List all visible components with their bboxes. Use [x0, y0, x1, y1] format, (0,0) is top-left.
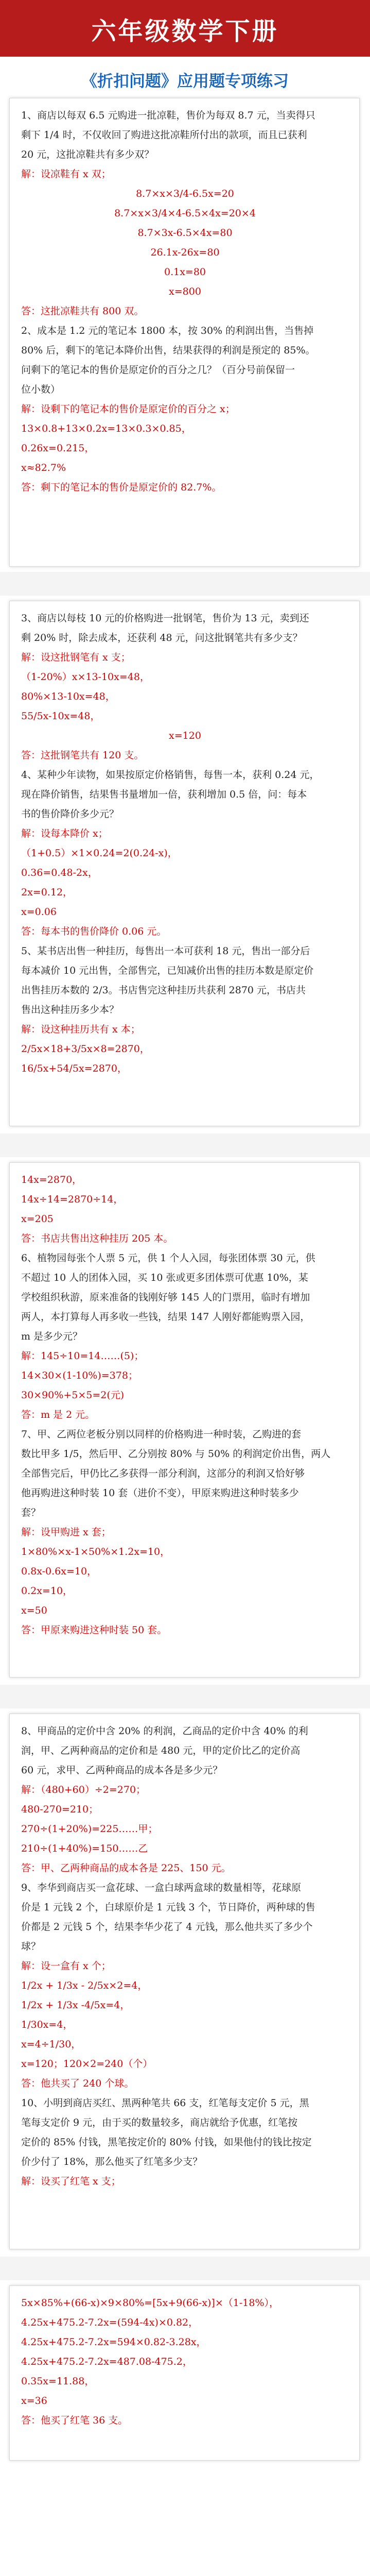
solution-line: 1/30x=4，	[21, 2019, 73, 2030]
solution-line: 解：设一盒有 x 个；	[21, 1960, 111, 1972]
solution-line: 解：设每本降价 x；	[21, 828, 108, 839]
solution-line: 解：设这批钢笔有 x 支；	[21, 652, 131, 663]
question-line: 60 元，求甲、乙两种商品的成本各是多少元？	[21, 1765, 223, 1776]
solution-line: （1+0.5）×1×0.24=2(0.24-x)，	[21, 848, 178, 859]
question-line: 剩 20% 时，除去成本，还获利 48 元，问这批钢笔共有多少支？	[21, 632, 303, 643]
title-banner	[0, 0, 370, 57]
question-line: 价都是 2 元钱 5 个，结果李华少花了 4 元钱，那么他共买了多少个	[21, 1921, 313, 1933]
solution-line: 答：剩下的笔记本的售价是原定价的 82.7%。	[21, 482, 222, 493]
question-line: 球？	[21, 1941, 41, 1952]
question-line: 1、商店以每双 6.5 元购进一批凉鞋，售价为每双 8.7 元，当卖得只	[21, 110, 315, 121]
question-line: 学校组织秋游，原来准备的钱刚好够 145 人的门票用，临时有增加	[21, 1292, 310, 1303]
question-line: 问剩下的笔记本的售价是原定价的百分之几？（百分号前保留一	[21, 364, 295, 376]
solution-line: 4.25x+475.2-7.2x=487.08-475.2，	[21, 2356, 192, 2367]
question-line: 每本减价 10 元出售，全部售完，已知减价出售的挂历本数是原定价	[21, 965, 314, 976]
solution-line: x=50	[21, 1605, 47, 1616]
equation-line: 26.1x-26x=80	[150, 247, 220, 258]
page-section-2	[9, 601, 360, 1126]
solution-line: 2x=0.12，	[21, 887, 73, 898]
question-line: m 是多少元？	[21, 1331, 83, 1342]
question-line: 4、某种少年读物，如果按原定价格销售，每售一本，获利 0.24 元，	[21, 769, 320, 781]
solution-line: 55/5x-10x=48，	[21, 710, 100, 722]
page-gap	[0, 2257, 370, 2280]
equation-line: x=800	[169, 286, 201, 297]
solution-line: 210÷(1+40%)=150……乙	[21, 1843, 148, 1854]
solution-line: 14x÷14=2870÷14，	[21, 1194, 124, 1205]
question-line: 数比甲多 1/5，然后甲、乙分别按 80% 与 50% 的利润定价出售，两人	[21, 1448, 331, 1460]
question-line: 书的售价降价多少元？	[21, 808, 119, 820]
page-section-5	[9, 2285, 360, 2461]
solution-line: （1-20%）x×13-10x=48，	[21, 671, 150, 683]
page-section-3	[9, 1162, 360, 1677]
solution-line: 0.8x-0.6x=10，	[21, 1566, 97, 1577]
solution-line: 2/5x×18+3/5x×8=2870，	[21, 1043, 150, 1055]
solution-line: 0.36=0.48-2x，	[21, 867, 98, 878]
solution-line: 30×90%+5×5=2(元)	[21, 1389, 125, 1401]
question-line: 润，甲、乙两种商品的定价和是 480 元，甲的定价比乙的定价高	[21, 1745, 301, 1756]
page-gap	[0, 572, 370, 596]
equation-line: x=120	[169, 730, 201, 741]
question-line: 8、甲商品的定价中含 20% 的利润，乙商品的定价中含 40% 的利	[21, 1725, 308, 1737]
equation-line: 8.7×x×3/4×4-6.5×4x=20×4	[114, 208, 256, 219]
solution-line: 答：m 是 2 元。	[21, 1409, 95, 1420]
solution-line: x=120；120×2=240（个）	[21, 2058, 153, 2070]
question-line: 定价的 85% 付钱，黑笔按定价的 80% 付钱，如果他付的钱比按定	[21, 2137, 312, 2148]
question-line: 出售挂历本数的 2/3。书店售完这种挂历共获利 2870 元，书店共	[21, 985, 306, 996]
question-line: 20 元，这批凉鞋共有多少双？	[21, 149, 154, 160]
question-line: 2、成本是 1.2 元的笔记本 1800 本，按 30% 的利润出售，当售掉	[21, 325, 314, 336]
question-line: 价少付了 18%，那么他买了红笔多少支？	[21, 2156, 203, 2167]
page-section-1	[9, 98, 360, 567]
solution-line: 13×0.8+13×0.2x=13×0.3×0.85，	[21, 423, 191, 434]
solution-line: 4.25x+475.2-7.2x=(594-4x)×0.82，	[21, 2317, 199, 2328]
question-line: 两人，本打算每人再多收一些钱，结果 147 人刚好都能购票入园，	[21, 1311, 310, 1323]
question-line: 他再购进这种时装 10 套（进价不变），甲原来购进这种时装多少	[21, 1487, 299, 1499]
solution-line: 480-270=210；	[21, 1804, 99, 1815]
solution-line: 解：设这种挂历共有 x 本；	[21, 1024, 140, 1035]
question-line: 不超过 10 人的团体入园，买 10 张或更多团体票可优惠 10%，某	[21, 1272, 308, 1283]
solution-line: 0.2x=10，	[21, 1585, 73, 1597]
solution-line: 解：设凉鞋有 x 双；	[21, 168, 111, 180]
page-gap	[0, 1685, 370, 1708]
question-line: 价是 1 元钱 2 个，白球原价是 1 元钱 3 个，节日降价，两种球的售	[21, 1902, 315, 1913]
question-line: 售出这种挂历多少本？	[21, 1004, 119, 1015]
solution-line: 答：这批凉鞋共有 800 双。	[21, 306, 144, 317]
solution-line: 1/2x + 1/3x - 2/5x×2=4，	[21, 1980, 148, 1991]
page-section-4	[9, 1714, 360, 2249]
solution-line: 1×80%×x-1×50%×1.2x=10，	[21, 1546, 170, 1557]
question-line: 全部售完后，甲仍比乙多获得一部分利润，这部分的利润又恰好够	[21, 1468, 305, 1479]
solution-line: 解：设剩下的笔记本的售价是原定价的百分之 x；	[21, 403, 235, 415]
question-line: 位小数）	[21, 384, 61, 395]
question-line: 5、某书店出售一种挂历，每售出一本可获利 18 元，售出一部分后	[21, 945, 310, 957]
solution-line: 4.25x+475.2-7.2x=594×0.82-3.28x，	[21, 2336, 206, 2348]
question-line: 套？	[21, 1507, 41, 1518]
question-line: 笔每支定价 9 元，由于买的数量较多，商店就给予优惠，红笔按	[21, 2117, 298, 2128]
solution-line: 0.26x=0.215，	[21, 443, 95, 454]
equation-line: 0.1x=80	[164, 266, 206, 278]
solution-line: 答：他共买了 240 个球。	[21, 2078, 134, 2089]
solution-line: x=0.06	[21, 906, 57, 918]
solution-line: 270÷(1+20%)=225……甲；	[21, 1823, 158, 1835]
solution-line: 解：（480+60）÷2=270；	[21, 1784, 146, 1795]
solution-line: x≈82.7%	[21, 462, 66, 473]
solution-line: x=36	[21, 2395, 47, 2406]
solution-line: 解：145÷10=14……(5)；	[21, 1350, 144, 1362]
solution-line: 14×30×(1-10%)=378；	[21, 1370, 138, 1381]
question-line: 10、小明到商店买红、黑两种笔共 66 支，红笔每支定价 5 元，黑	[21, 2097, 309, 2109]
question-line: 现在降价销售，结果售书量增加一倍，获利增加 0.5 倍，问：每本	[21, 789, 307, 800]
solution-line: 答：书店共售出这种挂历 205 本。	[21, 1233, 173, 1244]
question-line: 3、商店以每枝 10 元的价格购进一批钢笔，售价为 13 元，卖到还	[21, 613, 309, 624]
solution-line: 1/2x + 1/3x -4/5x=4，	[21, 1999, 130, 2011]
solution-line: 5x×85%+(66-x)×9×80%=[5x+9(66-x)]×（1-18%），	[21, 2297, 279, 2309]
page-title: 六年级数学下册	[91, 17, 279, 46]
page-gap	[0, 1133, 370, 1157]
solution-line: 答：他买了红笔 36 支。	[21, 2415, 128, 2426]
solution-line: 解：设甲购进 x 套；	[21, 1527, 111, 1538]
solution-line: 答：这批钢笔共有 120 支。	[21, 750, 144, 761]
solution-line: x=205	[21, 1213, 54, 1225]
solution-line: 16/5x+54/5x=2870，	[21, 1063, 127, 1074]
question-line: 80% 后，剩下的笔记本降价出售，结果获得的利润是预定的 85%。	[21, 345, 315, 356]
solution-line: 0.35x=11.88，	[21, 2376, 95, 2387]
solution-line: x=4÷1/30，	[21, 2039, 81, 2050]
question-line: 9、李华到商店买一盒花球、一盒白球两盒球的数量相等，花球原	[21, 1882, 302, 1893]
solution-line: 14x=2870，	[21, 1174, 82, 1185]
solution-line: 解：设买了红笔 x 支；	[21, 2176, 121, 2187]
question-line: 剩下 1/4 时，不仅收回了购进这批凉鞋所付出的款项，而且已获利	[21, 129, 307, 141]
solution-line: 80%×13-10x=48，	[21, 691, 115, 702]
question-line: 7、甲、乙两位老板分别以同样的价格购进一种时装，乙购进的套	[21, 1429, 302, 1440]
question-line: 6、植物园每张个人票 5 元，供 1 个人入园，每张团体票 30 元，供	[21, 1252, 315, 1264]
solution-line: 答：甲原来购进这种时装 50 套。	[21, 1624, 167, 1636]
solution-line: 答：甲、乙两种商品的成本各是 225、150 元。	[21, 1862, 231, 1874]
page-subtitle: 《折扣问题》应用题专项练习	[81, 72, 289, 91]
equation-line: 8.7×x×3/4-6.5x=20	[136, 188, 234, 199]
solution-line: 答：每本书的售价降价 0.06 元。	[21, 926, 167, 937]
equation-line: 8.7×3x-6.5×4x=80	[137, 227, 233, 239]
